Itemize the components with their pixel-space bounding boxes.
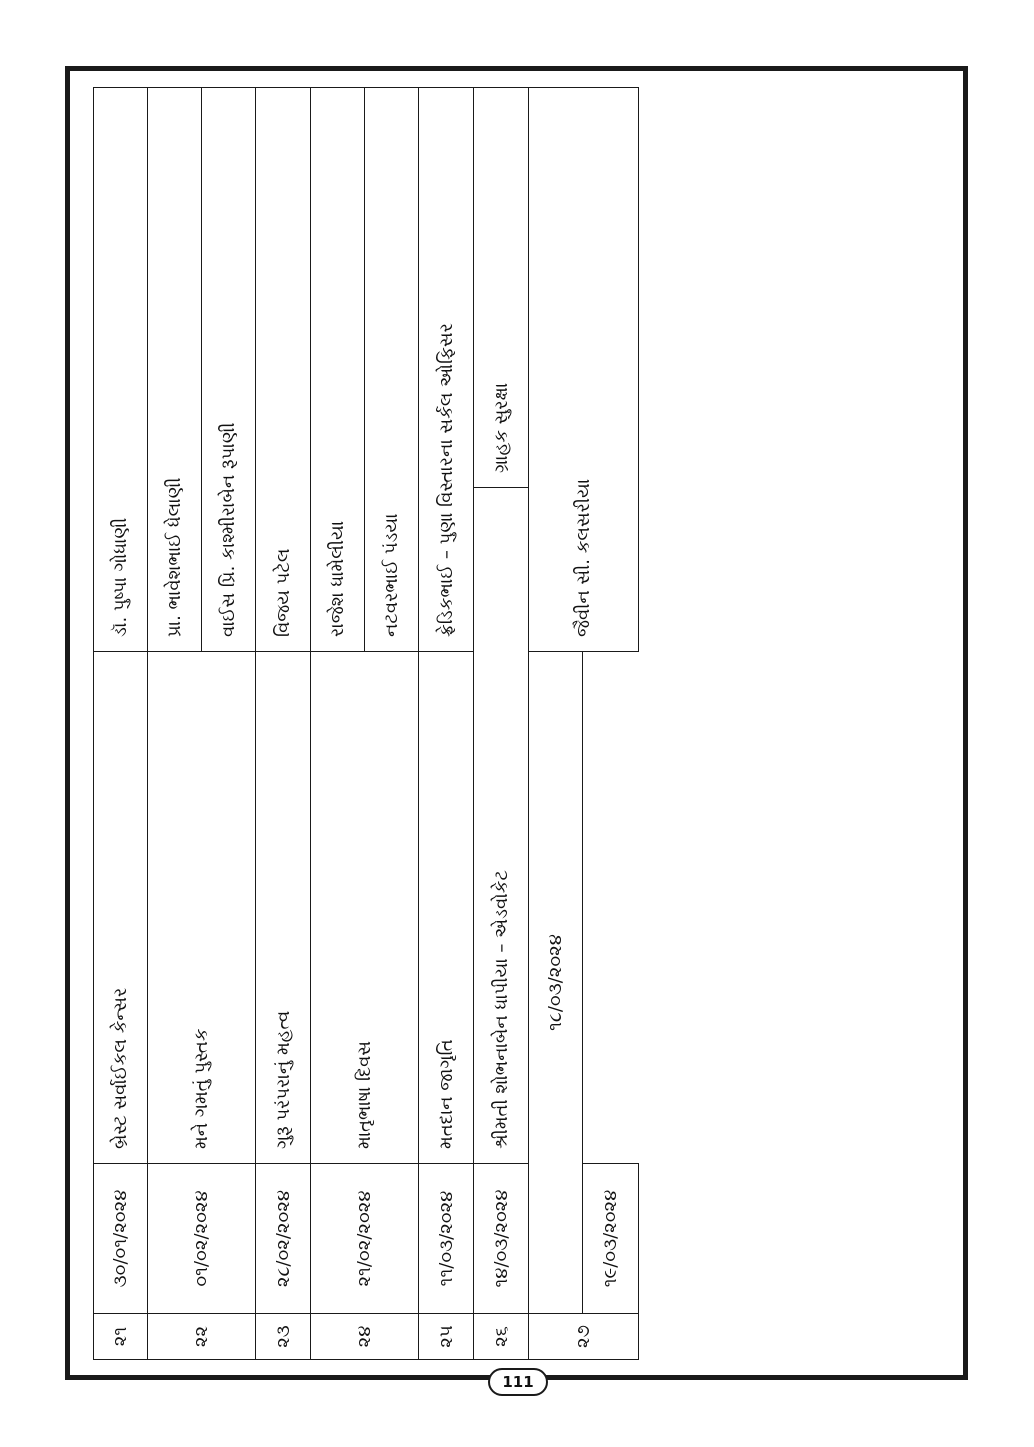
events-table (93, 87, 639, 1360)
row-number: ૨૧ (94, 1314, 148, 1360)
table-row (94, 88, 148, 1360)
row-date: ૧૧/૦૩/૨૦૨૪ (419, 1164, 474, 1314)
row-topic: શ્રીમતી શોભનાબેન ધાપીયા – એડવોકેટ (474, 488, 529, 1164)
row-number: ૨૫ (419, 1314, 474, 1360)
row-speaker: ફ્રેડિકભાઈ – પુણા વિસ્તારના સર્કલ ઓફિસર (419, 88, 474, 652)
row-date: ૨૮/૦૨/૨૦૨૪ (256, 1164, 311, 1314)
row-topic: બ્રેસ્ટ સર્વાઈકલ કેન્સર (94, 652, 148, 1164)
row-speaker: રાજેશ ધામેલીયા (311, 88, 365, 652)
row-speaker: ડૉ. પુષ્પા ગોધાણી (94, 88, 148, 652)
row-date: ૨૧/૦૨/૨૦૨૪ (311, 1164, 419, 1314)
row-topic: ગુરૂ પરંપરાનું મહત્વ (256, 652, 311, 1164)
row-number: ૨૨ (148, 1314, 256, 1360)
row-number: ૨૪ (311, 1314, 419, 1360)
row-date: ૧૪/૦૩/૨૦૨૪ (474, 1164, 529, 1314)
row-date: ૩૦/૦૧/૨૦૨૪ (94, 1164, 148, 1314)
row-topic: મતદાન જાગૃતિ (419, 652, 474, 1164)
row-topic: માતૃભાષા દિવસ (311, 652, 419, 1164)
row-date: ૧૮/૦૩/૨૦૨૪ (529, 652, 583, 1314)
table-row (148, 88, 202, 1360)
table-row (529, 88, 583, 1360)
row-speaker: નટવરભાઈ પંડયા (365, 88, 419, 652)
row-number: ૨૩ (256, 1314, 311, 1360)
table-row (311, 88, 365, 1360)
row-date: ૧૯/૦૩/૨૦૨૪ (583, 1164, 639, 1314)
row-speaker: વાઈસ પ્રિ. કાશ્મીરાબેન રૂપાણી (202, 88, 256, 652)
row-speaker: વિજય પટેલ (256, 88, 311, 652)
row-topic: જૈવીન સી. કલસરીયા (529, 88, 639, 652)
page-number: 111 (488, 1368, 548, 1396)
table-row (474, 88, 529, 1360)
row-topic: મને ગમતું પુસ્તક (148, 652, 256, 1164)
row-number: ૨૬ (474, 1314, 529, 1360)
row-number: ૨૭ (529, 1314, 639, 1360)
row-date: ૦૧/૦૨/૨૦૨૪ (148, 1164, 256, 1314)
table-row (419, 88, 474, 1360)
table-row (256, 88, 311, 1360)
rotated-table-wrapper (93, 88, 638, 1360)
row-speaker: ગ્રાહક સુરક્ષા (474, 88, 529, 488)
row-speaker: પ્રા. ભાવેશભાઈ ધેલાણી (148, 88, 202, 652)
